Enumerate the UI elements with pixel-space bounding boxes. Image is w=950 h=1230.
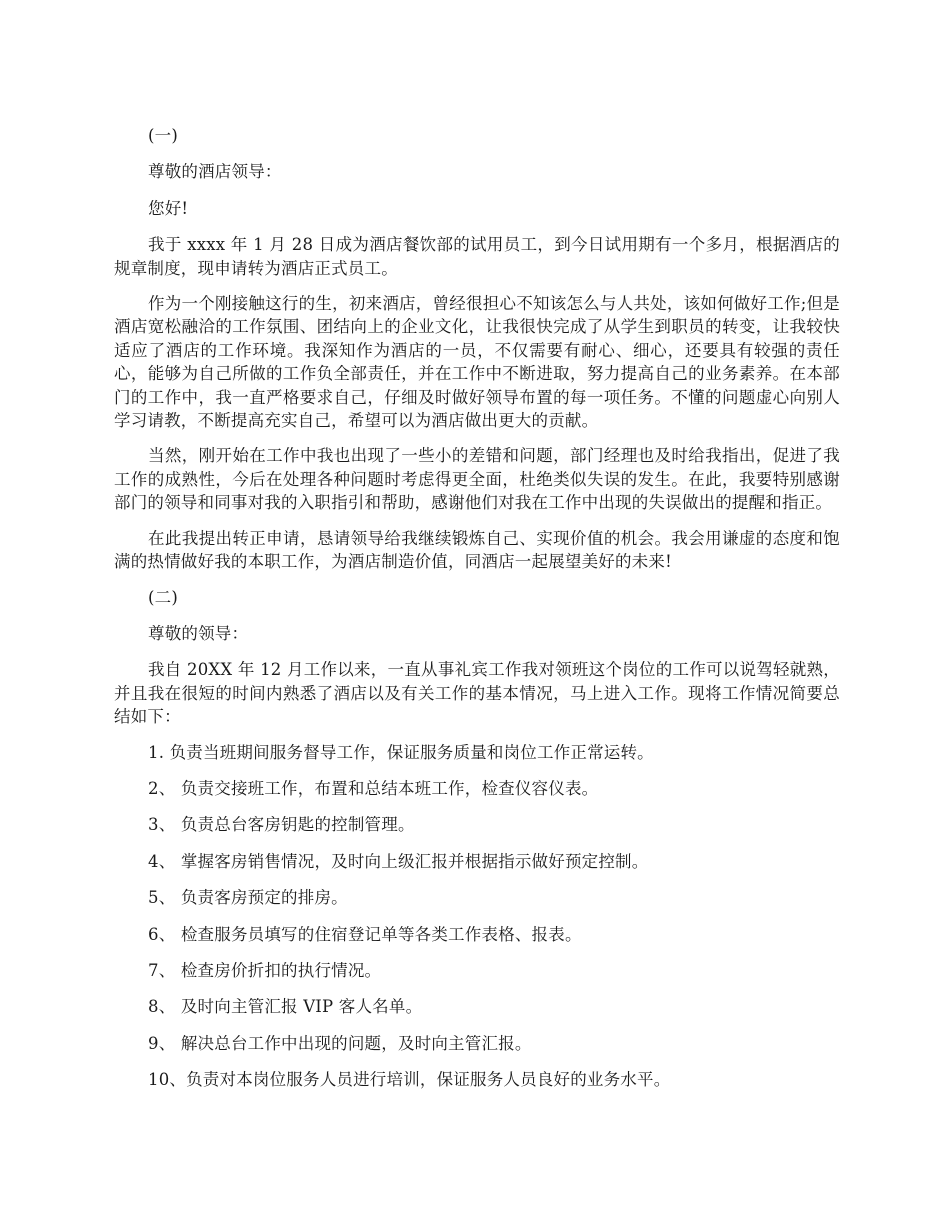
body-paragraph: 我于 xxxx 年 1 月 28 日成为酒店餐饮部的试用员工，到今日试用期有一个多月，根据酒店的规章制度，现申请转为酒店正式员工。 [114,235,840,278]
body-paragraph: 在此我提出转正申请，恳请领导给我继续锻炼自己、实现价值的机会。我会用谦虚的态度和饱满的热情做好我的本职工作，为酒店制造价值，同酒店一起展望美好的未来! [114,528,840,572]
body-paragraph: 当然，刚开始在工作中我也出现了一些小的差错和问题，部门经理也及时给我指出，促进了我工作的成熟性，今后在处理各种问题时考虑得更全面，杜绝类似失误的发生。在此，我要特别感谢部门的领导和同事对我的入职指引和帮助，感谢他们对我在工作中出现的失误做出的提醒和指正。 [114,446,840,513]
list-item: 10、负责对本岗位服务人员进行培训，保证服务人员良好的业务水平。 [148,1070,671,1090]
list-item: 2、 负责交接班工作，布置和总结本班工作，检查仪容仪表。 [148,778,599,798]
list-item: 3、 负责总台客房钥匙的控制管理。 [148,815,415,835]
list-item: 6、 检查服务员填写的住宿登记单等各类工作表格、报表。 [148,924,582,944]
body-paragraph: 我自 20XX 年 12 月工作以来，一直从事礼宾工作我对领班这个岗位的工作可以说驾轻就熟，并且我在很短的时间内熟悉了酒店以及有关工作的基本情况，马上进入工作。现将工作情况简要总结如下： [114,660,840,727]
greeting: 您好! [148,198,189,218]
salutation-1: 尊敬的酒店领导： [148,162,282,182]
salutation-2: 尊敬的领导： [148,623,249,643]
list-item: 1. 负责当班期间服务督导工作，保证服务质量和岗位工作正常运转。 [148,742,654,762]
list-item: 7、 检查房价折扣的执行情况。 [148,960,382,980]
list-item: 9、 解决总台工作中出现的问题，及时向主管汇报。 [148,1033,532,1053]
list-item: 4、 掌握客房销售情况，及时向上级汇报并根据指示做好预定控制。 [148,851,649,871]
body-paragraph: 作为一个刚接触这行的生，初来酒店，曾经很担心不知该怎么与人共处，该如何做好工作;但是酒店宽松融洽的工作氛围、团结向上的企业文化，让我很快完成了从学生到职员的转变，让我较快适应了酒店的工作环境。我深知作为酒店的一员，不仅需要有耐心、细心，还要具有较强的责任心，能够为自己所做的工作负全部责任，并在工作中不断进取，努力提高自己的业务素养。在本部门的工作中，我一直严格要求自己，仔细及时做好领导布置的每一项任务。不懂的问题虚心向别人学习请教，不断提高充实自己，希望可以为酒店做出更大的贡献。 [114,294,840,431]
list-item: 5、 负责客房预定的排房。 [148,888,348,908]
document-body [114,124,840,1105]
section-heading-2: (二) [148,587,178,607]
list-item: 8、 及时向主管汇报 VIP 客人名单。 [148,997,423,1017]
section-heading-1: (一) [148,126,178,145]
